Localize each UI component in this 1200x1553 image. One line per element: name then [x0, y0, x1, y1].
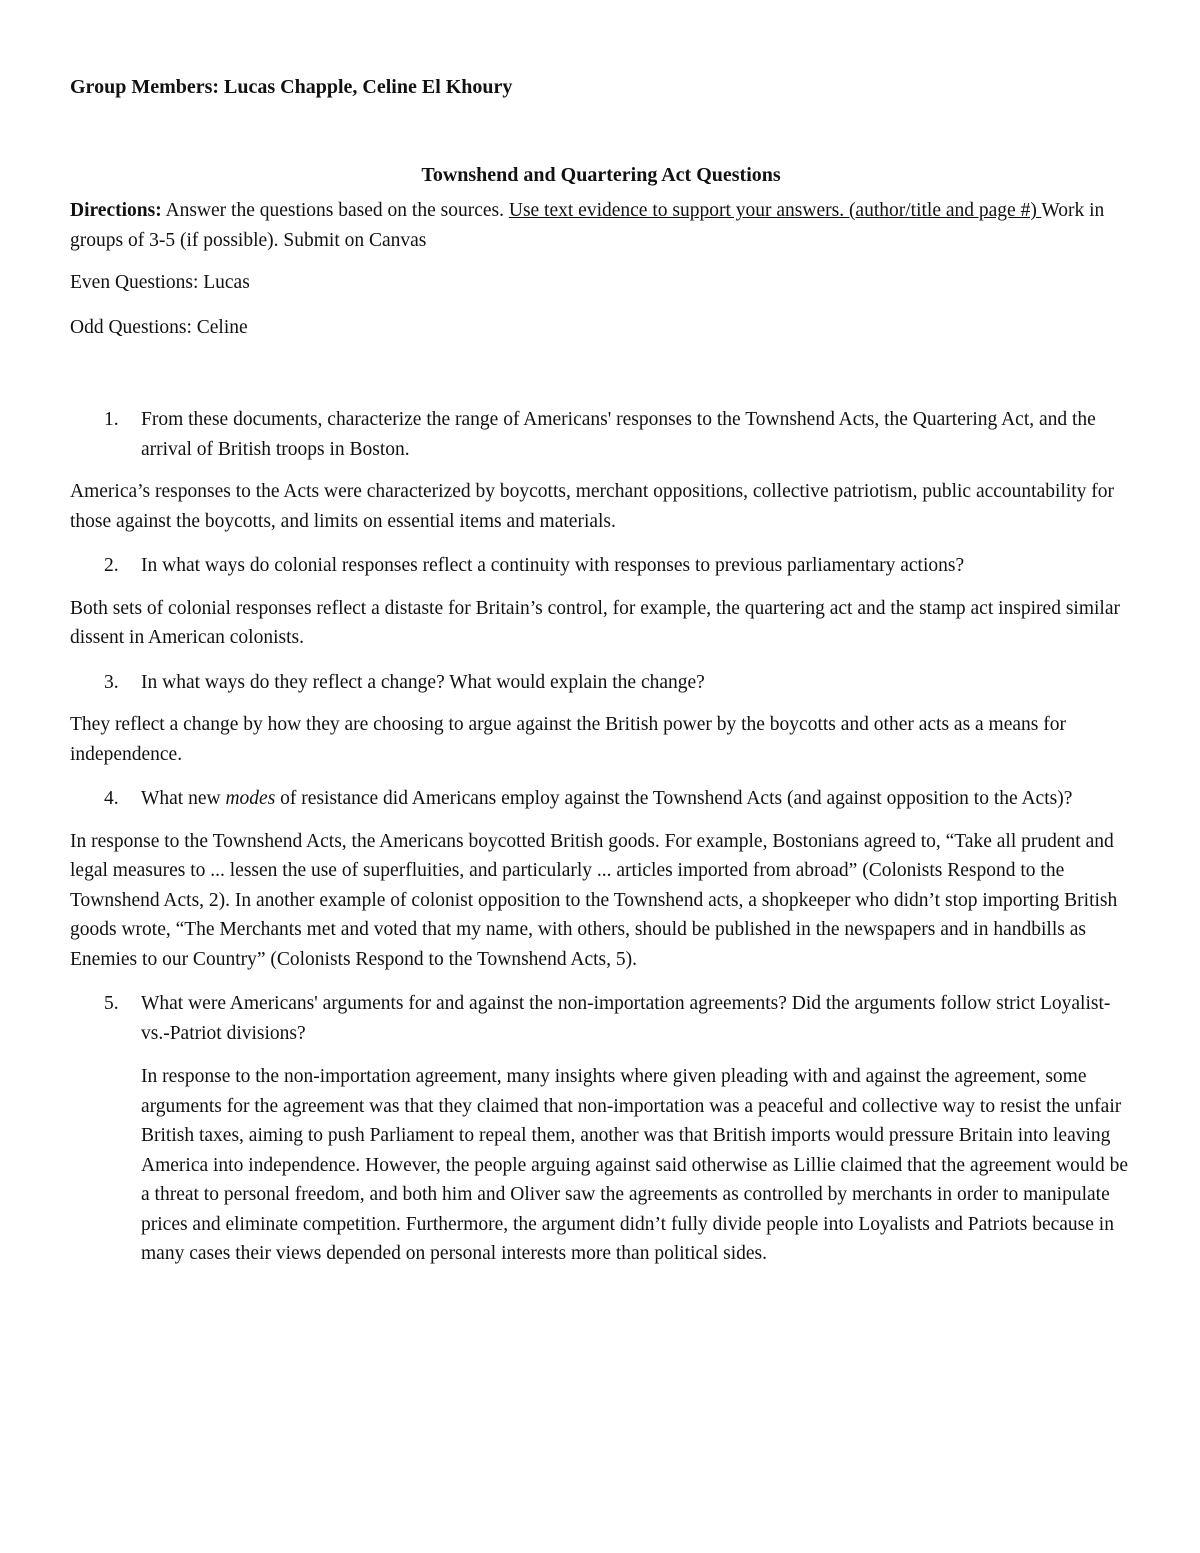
- directions-evidence-note: Use text evidence to support your answers. (author/title and page #): [508, 200, 1042, 221]
- question-emphasis: modes: [225, 788, 276, 809]
- question-2: [70, 551, 1132, 581]
- directions-label: Directions:: [70, 200, 162, 221]
- question-number: 4.: [104, 788, 119, 809]
- question-5: [70, 989, 1132, 1048]
- question-text: From these documents, characterize the range of Americans' responses to the Townshend Acts, the Quartering Act, and the arrival of British troops in Boston.: [141, 409, 1096, 460]
- group-members: Group Members: Lucas Chapple, Celine El Khoury: [70, 76, 513, 98]
- question-number: 3.: [104, 671, 119, 693]
- question-text: What were Americans' arguments for and against the non-importation agreements? Did the arguments follow strict Loyalist-vs.-Patriot divisions?: [141, 993, 1111, 1044]
- odd-assignment: Odd Questions: Celine: [70, 316, 248, 338]
- answer-1: America’s responses to the Acts were characterized by boycotts, merchant oppositions, collective patriotism, public accountability for those against the boycotts, and limits on essential items and materials.: [70, 481, 1115, 532]
- question-4: [70, 784, 1132, 814]
- question-text: In what ways do they reflect a change? What would explain the change?: [141, 671, 705, 693]
- question-number: 2.: [104, 555, 119, 576]
- page-title: Townshend and Quartering Act Questions: [421, 164, 781, 186]
- directions-tail: Work in groups of 3-5 (if possible). Submit on Canvas: [70, 200, 1105, 251]
- document-page: [70, 70, 1132, 1269]
- answer-5: In response to the non-importation agreement, many insights where given pleading with and against the agreement, some arguments for the agreement was that they claimed that non-importation was a peaceful and collective way to resist the unfair British taxes, aiming to push Parliament to repeal them, another was that British imports would pressure Britain into leaving America into independence. However, the people arguing against said otherwise as Lillie claimed that the agreement would be a threat to personal freedom, and both him and Oliver saw the agreements as controlled by merchants in order to manipulate prices and eliminate competition. Furthermore, the argument didn’t fully divide people into Loyalists and Patriots because in many cases their views depended on personal interests more than political sides.: [141, 1066, 1129, 1264]
- directions-text: Answer the questions based on the sources.: [161, 200, 509, 221]
- question-text-start: What new: [141, 788, 226, 809]
- directions: [70, 196, 1132, 255]
- question-text-end: of resistance did Americans employ against the Townshend Acts (and against opposition to the Acts)?: [275, 788, 1073, 809]
- even-assignment: Even Questions: Lucas: [70, 272, 250, 293]
- question-number: 5.: [104, 993, 119, 1014]
- answer-4: In response to the Townshend Acts, the Americans boycotted British goods. For example, Bostonians agreed to, “Take all prudent and legal measures to ... lessen the use of superfluities, and particularly ... articles imported from abroad” (Colonists Respond to the Townshend Acts, 2). In another example of colonist opposition to the Townshend acts, a shopkeeper who didn’t stop importing British goods wrote, “The Merchants met and voted that my name, with others, should be published in the newspapers and in handbills as Enemies to our Country” (Colonists Respond to the Townshend Acts, 5).: [70, 830, 1118, 970]
- question-3: [70, 668, 1132, 698]
- question-text: In what ways do colonial responses reflect a continuity with responses to previous parliamentary actions?: [141, 555, 965, 576]
- answer-3: They reflect a change by how they are choosing to argue against the British power by the boycotts and other acts as a means for independence.: [70, 714, 1066, 765]
- question-number: 1.: [104, 409, 119, 430]
- answer-2: Both sets of colonial responses reflect a distaste for Britain’s control, for example, the quartering act and the stamp act inspired similar dissent in American colonists.: [70, 597, 1120, 648]
- question-1: [70, 405, 1132, 464]
